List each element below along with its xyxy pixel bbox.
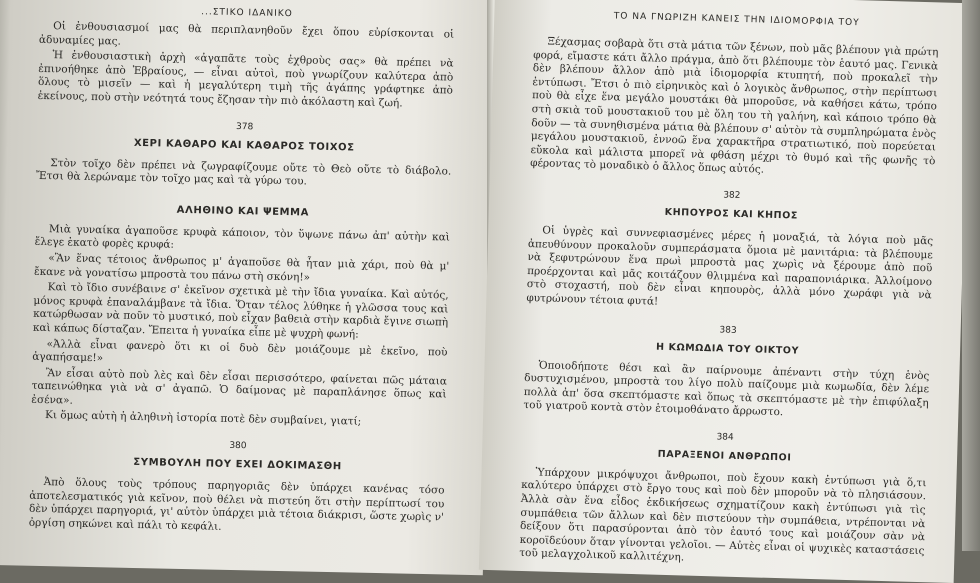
paragraph: Ἂν εἶσαι αὐτὸ ποὺ λὲς καὶ δὲν εἶσαι περισσότερο, φαίνεται πῶς μάταια ταπεινώθηκα γιὰ νὰ σ' ἀγαπῶ. Ὁ δαίμονας μὲ παραπλάνησε ὅπως καὶ ἐσένα».	[31, 366, 447, 407]
paragraph: Κι ὅμως αὐτὴ ἡ ἀληθινὴ ἱστορία ποτὲ δὲν συμβαίνει, γιατί;	[44, 409, 362, 429]
paragraph: Ὁποιοδήποτε θέσι καὶ ἂν παίρνουμε ἀπέναντι στὴν τύχη ἑνὸς δυστυχισμένου, μπροστὰ του λίγο πολὺ παίζουμε μιὰ κωμωδία, δὲν λέμε πολλὰ ἀπ' ὅσα σκεπτόμαστε καὶ ὅπως τὰ σκεπτόμαστε μὲ τὴν ἐπιφύλαξη τοῦ γιατροῦ κοντὰ στὸν ἑτοιμοθάνατο ἄρρωστο.	[523, 358, 930, 419]
paragraph: Ἡ ἐνθουσιαστικὴ ἀρχὴ «ἀγαπᾶτε τοὺς ἐχθροὺς σας» θὰ πρέπει νὰ ἐπινοήθηκε ἀπὸ Ἑβραίους, — εἶναι αὐτοὶ, ποὺ γνωρίζουν καλύτερα ἀπὸ ὅλους τὸ μισεῖν — καὶ ἡ μεγαλύτερη τιμὴ τῆς ἀγάπης γράφτηκε ἀπὸ ἐκείνους, ποὺ στὴν νεότητά τους ἔζησαν τὴν πιὸ ἀκόλαστη καὶ ζωή.	[37, 49, 454, 110]
paragraph: Ἀπὸ ὅλους τοὺς τρόπους παρηγοριᾶς δὲν ὑπάρχει κανένας τόσο ἀποτελεσματικός γιὰ κεῖνον, ποὺ θέλει νὰ πιστεύη ὅτι στὴν περίπτωσί του δὲν ὑπάρχει παρηγοριά, γι' αὐτὸν ὑπάρχει μιὰ τέτοια διάκρισι, ὥστε χωρὶς ν' ὀργίση σηκώνει καὶ πάλι τὸ κεφάλι.	[28, 476, 445, 533]
left-page-content	[0, 0, 495, 542]
section-title: ΣΥΜΒΟΥΛΗ ΠΟΥ ΕΧΕΙ ΔΟΚΙΜΑΣΘΗ	[133, 456, 342, 473]
section-383	[523, 319, 930, 424]
page-stack-edge	[962, 0, 980, 551]
left-page	[0, 0, 495, 575]
section-title: Η ΚΩΜΩΔΙΑ ΤΟΥ ΟΙΚΤΟΥ	[655, 341, 800, 357]
section-number: 378	[235, 121, 254, 132]
section-title: ΑΛΗΘΙΝΟ ΚΑΙ ΨΕΜΜΑ	[176, 204, 310, 219]
paragraph: Στὸν τοῖχο δὲν πρέπει νὰ ζωγραφίζουμε οὔτε τὸ Θεὸ οὔτε τὸ διάβολο. Ἔτσι θὰ λερώναμε τὸν τοῖχο μας καὶ τὰ γύρω του.	[35, 156, 452, 188]
section-title: ΧΕΡΙ ΚΑΘΑΡΟ ΚΑΙ ΚΑΘΑΡΟΣ ΤΟΙΧΟΣ	[133, 137, 355, 154]
section-number: 383	[719, 324, 737, 336]
section-384	[519, 427, 928, 572]
paragraph: Καὶ τὸ ἴδιο συνέβαινε σ' ἐκεῖνον σχετικὰ μὲ τὴν ἴδια γυναίκα. Καὶ αὐτός, μόνος κρυφὰ ἐπαναλάμβανε τὰ ἴδια. Ὅταν τέλος λύθηκε ἡ γλῶσσα τους καὶ κατώρθωσαν νὰ ποῦν τὸ μυστικό, ποὺ εἶχαν βαθειὰ στὴν καρδιὰ ἔγινε σιωπὴ καὶ κάπως δίσταζαν. Ἔπειτα ἡ γυναίκα εἶπε μὲ ψυχρὴ φωνή:	[32, 281, 449, 341]
paragraph: Οἱ ἐνθουσιασμοί μας θὰ περιπλανηθοῦν ἔχει ὅπου εὐρίσκονται οἱ ἀδυναμίες μας.	[38, 20, 455, 48]
running-header-left: ...ΣΤΙΚΟ ΙΔΑΝΙΚΟ	[201, 7, 293, 20]
section-title: ΠΑΡΑΞΕΝΟΙ ΑΝΘΡΩΠΟΙ	[657, 448, 792, 464]
right-page	[479, 0, 970, 583]
section-number: 380	[229, 440, 247, 452]
section-number: 382	[723, 190, 741, 201]
section-382	[526, 185, 934, 317]
paragraph: «Ἂν ἕνας τέτοιος ἄνθρωπος μ' ἀγαποῦσε θὰ ἦταν μιὰ χάρι, ποὺ θὰ μ' ἔκανε νὰ γονατίσω μπροστὰ του πάνω στὴ σκόνη!»	[33, 252, 450, 284]
section-378	[36, 117, 452, 192]
left-intro	[38, 20, 455, 112]
paragraph: «Ἀλλὰ εἶναι φανερὸ ὅτι κι οἱ δυὸ δὲν μοιάζουμε μὲ ἐκεῖνο, ποὺ ἀγαπήσαμε!»	[32, 337, 448, 365]
paragraph: Μιὰ γυναίκα ἀγαποῦσε κρυφὰ κάποιον, τὸν ὕψωνε πάνω ἀπ' αὐτὴν καὶ ἔλεγε ἑκατὸ φορὲς κρυφά:	[34, 222, 450, 252]
paragraph: Οἱ ὑγρὲς καὶ συννεφιασμένες μέρες ἡ μοναξιά, τὰ λόγια ποὺ μᾶς ἀπευθύνουν προκαλοῦν συμπεράσματα ὅμοια μὲ μανιτάρια: τὰ βλέπουμε νὰ ξεφυτρώνουν ἕνα πρωὶ μπροστὰ μας χωρὶς νὰ ξέρουμε ἀπὸ ποῦ προέρχονται καὶ μᾶς κοιτάζουν θλιμμένα καὶ παραπονιάρικα. Ἀλλοίμονο στὸ στοχαστή, ποὺ δὲν εἶναι κηπουρὸς, ἀλλὰ μόνο χωράφι γιὰ νὰ φυτρώνουν τέτοια φυτά!	[526, 224, 934, 308]
section-number: 384	[716, 432, 734, 443]
section-alithino	[31, 202, 451, 432]
paragraph: Ὑπάρχουν μικρόψυχοι ἄνθρωποι, ποὺ ἔχουν κακὴ ἐντύπωσι γιὰ ὅ,τι καλύτερο ὑπάρχει στὸ ἔργο τους καὶ ποὺ δὲν μποροῦν νὰ τὸ πλησιάσουν. Ἀλλὰ σὰν ἕνα εἶδος ἐκδικήσεως σχηματίζουν κακὴ ἐντύπωσι γιὰ τὶς συμπάθεια τῶν ἄλλων καὶ δὲν πιστεύουν τὴν συμπάθεια, ντρέπονται νὰ δείξουν ὅτι παρασύρονται ἀπὸ τὸν ἑαυτό τους καὶ μοιάζουν σὰν νὰ κοροϊδεύουν ὅταν γίνονται γελοῖοι. — Αὐτὲς εἶναι οἱ ψυχικὲς καταστάσεις τοῦ μελαγχολικοῦ καλλιτέχνη.	[519, 466, 927, 564]
section-title: ΚΗΠΟΥΡΟΣ ΚΑΙ ΚΗΠΟΣ	[664, 206, 799, 222]
running-header-right: ΤΟ ΝΑ ΓΝΩΡΙΖΗ ΚΑΝΕΙΣ ΤΗΝ ΙΔΙΟΜΟΡΦΙΑ ΤΟΥ	[613, 11, 860, 29]
section-380	[29, 437, 446, 539]
paragraph: Ξέχασμας σοβαρὰ ὅτι στὰ μάτια τῶν ξένων, ποὺ μᾶς βλέπουν γιὰ πρώτη φορά, εἴμαστε κάτι ἄλλο πράγμα, ἀπὸ ὅτι βλέπουμε τὸν ἑαυτό μας. Γενικὰ δὲν βλέπουν ἄλλον ἀπὸ μιὰ ἰδιομορφία κτυπητή, ποὺ προκαλεῖ τὴν ἐντύπωσι. Ἔτσι ὁ πιὸ εἰρηνικὸς καὶ ὁ λογικὸς ἄνθρωπος, στὴν περίπτωσι ποὺ θὰ εἶχε ἕνα μεγάλο μουστάκι θὰ μποροῦσε, νὰ καθήσει κάτω, τρόπο στὴ σκιὰ τοῦ μουστακιοῦ του μὲ ὅλη του τὴ γαλήνη, καὶ κάποιο τρόπο θὰ δοῦν — τὰ συνηθισμένα μάτια θὰ βλέπουν σ' αὐτὸν τὰ συμπληρώματα ἑνὸς μεγάλου μουστακιοῦ, ἐννοῶ ἕνα χαρακτῆρα στρατιωτικό, ποὺ πορεύεται εὔκολα καὶ μάλιστα μπορεῖ νὰ φθάση μέχρι τὸ θυμό καὶ τῆς φωνῆς τὸ φέροντας τὸ μοναδικὸ ὁ ἄλλος ὅπως αὐτός.	[530, 35, 939, 176]
right-page-content	[479, 0, 970, 575]
